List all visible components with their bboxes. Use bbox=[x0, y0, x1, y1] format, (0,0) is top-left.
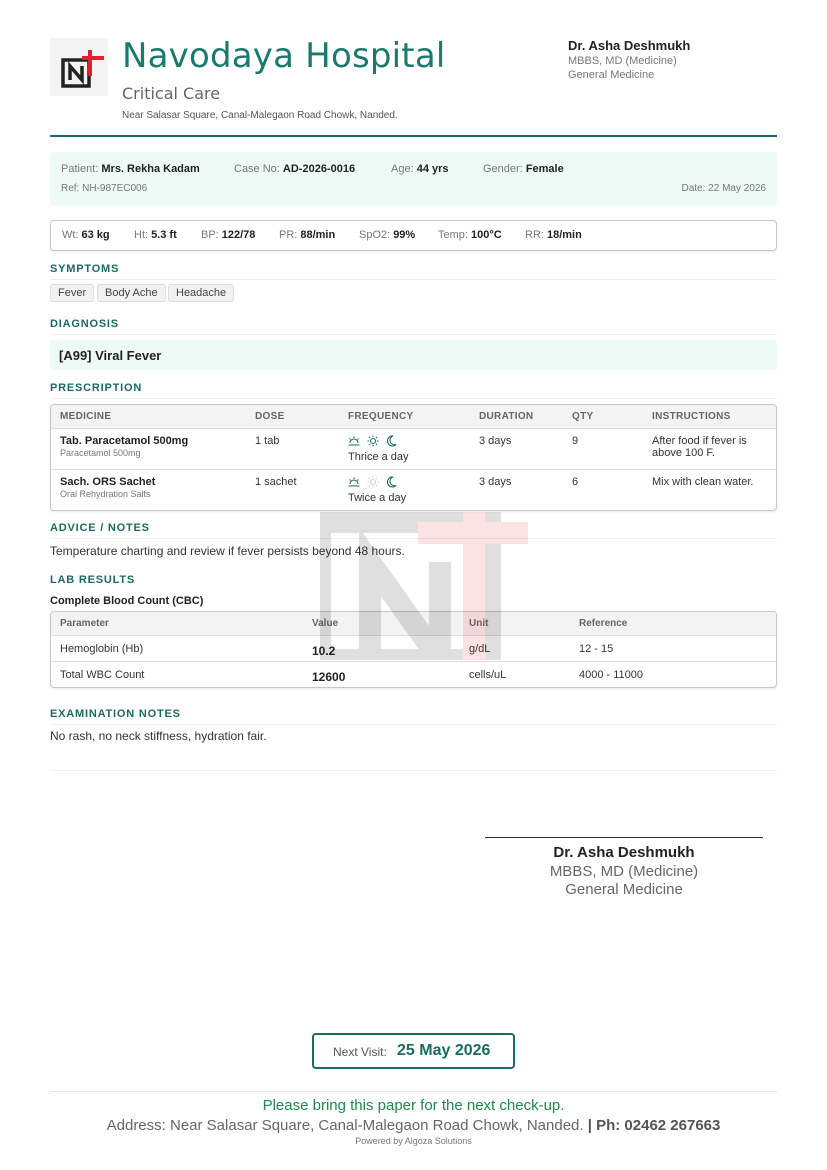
sunrise-icon bbox=[348, 477, 360, 488]
next-visit-date: 25 May 2026 bbox=[397, 1042, 491, 1059]
next-visit-box bbox=[312, 1033, 515, 1069]
lab-reference: 4000 - 11000 bbox=[579, 669, 644, 681]
hospital-address: Near Salasar Square, Canal-Malegaon Road Chowk, Nanded. bbox=[122, 110, 398, 121]
sun-icon bbox=[367, 476, 379, 488]
vital-temp: Temp: 100°C bbox=[438, 229, 502, 241]
column-header-instructions: INSTRUCTIONS bbox=[652, 411, 731, 422]
column-header-parameter: Parameter bbox=[60, 618, 109, 629]
symptoms-heading: SYMPTOMS bbox=[50, 263, 777, 280]
lab-parameter: Total WBC Count bbox=[60, 669, 145, 681]
signature-department: General Medicine bbox=[565, 881, 683, 898]
section-divider bbox=[50, 770, 777, 771]
hospital-logo-icon bbox=[50, 38, 108, 96]
qty-cell: 6 bbox=[572, 476, 579, 488]
duration-cell: 3 days bbox=[479, 476, 512, 488]
diagnosis-box bbox=[50, 340, 777, 370]
table-row bbox=[51, 636, 776, 662]
lab-value: 12600 bbox=[312, 670, 346, 684]
patient-age: 44 yrs bbox=[416, 163, 449, 175]
footer-divider bbox=[50, 1091, 777, 1092]
frequency-cell bbox=[348, 435, 409, 463]
doctor-info bbox=[568, 38, 690, 81]
prescription-table-header bbox=[51, 405, 776, 429]
symptom-chip: Body Ache bbox=[97, 284, 166, 302]
column-header-reference: Reference bbox=[579, 618, 628, 629]
frequency-text: Twice a day bbox=[348, 492, 407, 504]
prescription-heading: PRESCRIPTION bbox=[50, 382, 777, 399]
signature-qualification: MBBS, MD (Medicine) bbox=[549, 863, 699, 880]
sunrise-icon bbox=[348, 436, 360, 447]
signature-doctor-name: Dr. Asha Deshmukh bbox=[553, 844, 695, 861]
lab-unit: g/dL bbox=[469, 643, 491, 655]
symptom-chip: Fever bbox=[50, 284, 94, 302]
lab-panel-title: Complete Blood Count (CBC) bbox=[50, 595, 204, 607]
vital-pulse: PR: 88/min bbox=[279, 229, 336, 241]
examination-text: No rash, no neck stiffness, hydration fair. bbox=[50, 729, 267, 743]
patient-gender: Female bbox=[525, 163, 564, 175]
visit-date: Date: 22 May 2026 bbox=[681, 183, 766, 194]
column-header-dose: DOSE bbox=[255, 411, 285, 422]
hospital-name: Navodaya Hospital bbox=[122, 36, 446, 76]
lab-value: 10.2 bbox=[312, 644, 336, 658]
column-header-frequency: FREQUENCY bbox=[348, 411, 414, 422]
moon-icon bbox=[386, 476, 397, 488]
patient-name-label: Patient: bbox=[61, 163, 99, 175]
vital-bp: BP: 122/78 bbox=[201, 229, 256, 241]
footer-address bbox=[0, 1117, 827, 1134]
patient-info-box bbox=[50, 152, 777, 206]
instructions-cell: After food if fever is above 100 F. bbox=[652, 435, 747, 459]
hospital-subtitle: Critical Care bbox=[122, 84, 221, 103]
frequency-text: Thrice a day bbox=[348, 451, 409, 463]
patient-name-field bbox=[61, 163, 200, 175]
advice-text: Temperature charting and review if fever persists beyond 48 hours. bbox=[50, 544, 405, 558]
diagnosis-text: [A99] Viral Fever bbox=[59, 348, 162, 363]
footer-address-text: Address: Near Salasar Square, Canal-Malegaon Road Chowk, Nanded. bbox=[106, 1117, 584, 1134]
lab-reference: 12 - 15 bbox=[579, 643, 614, 655]
gender-label: Gender: bbox=[483, 163, 523, 175]
medicine-name: Tab. Paracetamol 500mg bbox=[60, 435, 189, 447]
age-label: Age: bbox=[391, 163, 414, 175]
reference-number: Ref: NH-987EC006 bbox=[61, 183, 148, 194]
vital-weight: Wt: 63 kg bbox=[62, 229, 110, 241]
prescription-page bbox=[50, 30, 777, 743]
instructions-cell: Mix with clean water. bbox=[652, 476, 754, 488]
table-row bbox=[51, 662, 776, 688]
column-header-qty: QTY bbox=[572, 411, 594, 422]
hospital-logo bbox=[50, 38, 108, 96]
lab-results-heading: LAB RESULTS bbox=[50, 574, 135, 586]
prescription-table bbox=[50, 404, 777, 511]
vital-resp-rate: RR: 18/min bbox=[525, 229, 582, 241]
medicine-generic: Paracetamol 500mg bbox=[60, 448, 141, 458]
symptom-chips bbox=[50, 284, 777, 304]
duration-cell: 3 days bbox=[479, 435, 512, 447]
footer-phone: | Ph: 02462 267663 bbox=[587, 1117, 721, 1134]
medicine-cell bbox=[60, 435, 188, 458]
vitals-strip bbox=[50, 220, 777, 251]
diagnosis-heading: DIAGNOSIS bbox=[50, 318, 777, 335]
powered-by: Powered by Algoza Solutions bbox=[355, 1136, 472, 1146]
dose-cell: 1 tab bbox=[255, 435, 280, 447]
frequency-icons bbox=[348, 435, 409, 447]
lab-results-table bbox=[50, 611, 777, 688]
medicine-name: Sach. ORS Sachet bbox=[60, 476, 156, 488]
examination-heading: EXAMINATION NOTES bbox=[50, 708, 777, 725]
column-header-duration: DURATION bbox=[479, 411, 534, 422]
footer-note: Please bring this paper for the next check-up. bbox=[262, 1097, 565, 1114]
table-row bbox=[51, 470, 776, 511]
advice-heading: ADVICE / NOTES bbox=[50, 522, 777, 539]
dose-cell: 1 sachet bbox=[255, 476, 297, 488]
column-header-unit: Unit bbox=[469, 618, 489, 629]
moon-icon bbox=[386, 435, 397, 447]
medicine-generic: Oral Rehydration Salts bbox=[60, 489, 151, 499]
doctor-qualification: MBBS, MD (Medicine) bbox=[568, 55, 677, 67]
patient-name: Mrs. Rekha Kadam bbox=[101, 163, 200, 175]
medicine-cell bbox=[60, 476, 155, 499]
column-header-medicine: MEDICINE bbox=[60, 411, 112, 422]
lab-unit: cells/uL bbox=[469, 669, 507, 681]
qty-cell: 9 bbox=[572, 435, 579, 447]
sun-icon bbox=[367, 435, 379, 447]
lab-parameter: Hemoglobin (Hb) bbox=[60, 643, 144, 655]
case-no-field bbox=[234, 163, 355, 175]
symptom-chip: Headache bbox=[168, 284, 234, 302]
frequency-icons bbox=[348, 476, 406, 488]
lab-table-header bbox=[51, 612, 776, 636]
gender-field bbox=[483, 163, 564, 175]
column-header-value: Value bbox=[312, 618, 339, 629]
next-visit-label: Next Visit: bbox=[333, 1045, 387, 1059]
letterhead bbox=[50, 30, 777, 137]
signature-line bbox=[485, 837, 763, 838]
table-row bbox=[51, 429, 776, 470]
case-no: AD-2026-0016 bbox=[282, 163, 356, 175]
frequency-cell bbox=[348, 476, 406, 504]
vital-spo2: SpO2: 99% bbox=[359, 229, 416, 241]
age-field bbox=[391, 163, 449, 175]
doctor-department: General Medicine bbox=[568, 69, 655, 81]
doctor-name: Dr. Asha Deshmukh bbox=[568, 38, 691, 53]
case-no-label: Case No: bbox=[234, 163, 280, 175]
vital-height: Ht: 5.3 ft bbox=[134, 229, 177, 241]
